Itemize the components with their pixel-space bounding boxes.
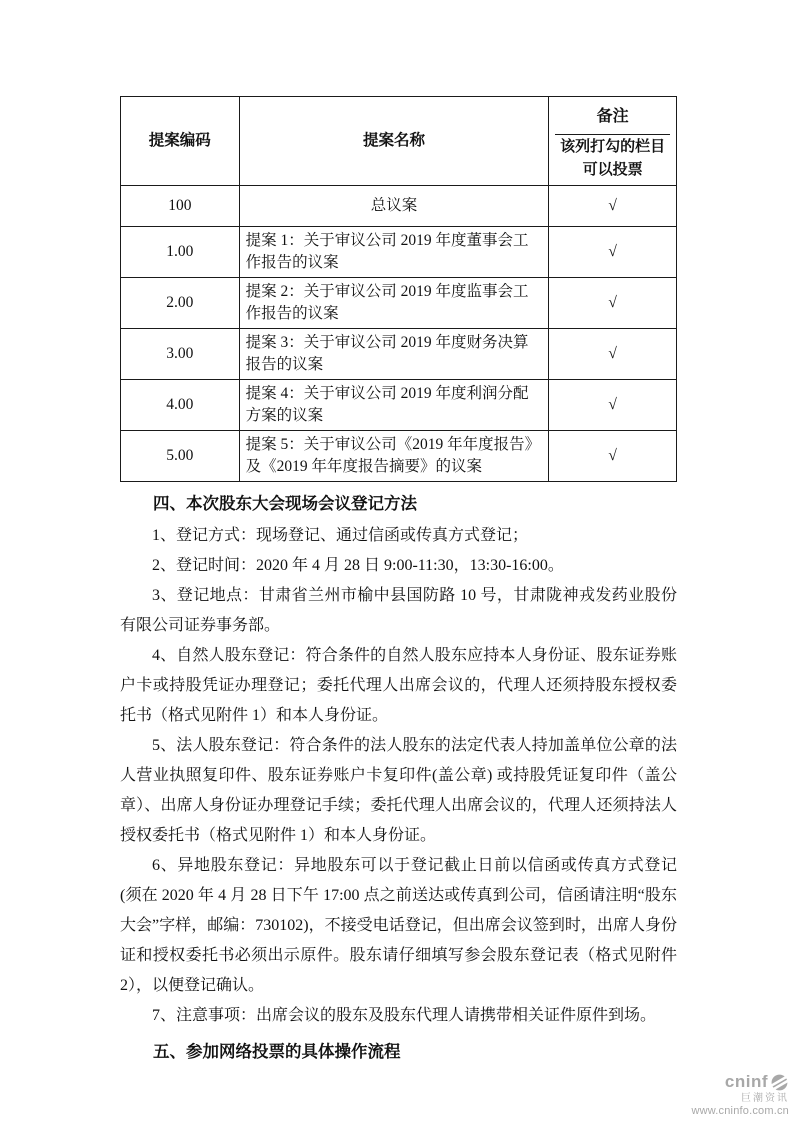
proposal-table [120, 96, 677, 482]
registration-section [120, 489, 677, 1067]
proposal-code: 1.00 [121, 227, 240, 278]
registration-item-2: 2、登记时间：2020 年 4 月 28 日 9:00-11:30，13:30-16:00。 [152, 557, 564, 574]
proposal-code: 5.00 [121, 431, 240, 482]
vote-checkmark: √ [549, 227, 677, 278]
table-row [121, 227, 677, 278]
vote-checkmark: √ [549, 329, 677, 380]
header-remark-note: 该列打勾的栏目可以投票 [560, 139, 666, 178]
vote-checkmark: √ [549, 431, 677, 482]
vote-checkmark: √ [549, 380, 677, 431]
proposal-code: 3.00 [121, 329, 240, 380]
cninfo-swirl-icon [770, 1073, 789, 1092]
table-row [121, 329, 677, 380]
registration-item-1: 1、登记方式：现场登记、通过信函或传真方式登记； [152, 527, 529, 544]
section-heading-online-voting: 五、参加网络投票的具体操作流程 [153, 1042, 401, 1061]
cninfo-name: 巨潮资讯 [741, 1092, 789, 1104]
proposal-name: 提案 2：关于审议公司 2019 年度监事会工作报告的议案 [239, 278, 549, 329]
vote-checkmark: √ [549, 186, 677, 227]
section-heading-registration: 四、本次股东大会现场会议登记方法 [153, 494, 417, 513]
proposal-name: 总议案 [239, 186, 549, 227]
cninfo-logo [691, 1073, 789, 1092]
registration-item-4: 4、自然人股东登记：符合条件的自然人股东应持本人身份证、股东证券账户卡或持股凭证办理登记；委托代理人出席会议的，代理人还须持股东授权委托书（格式见附件 1）和本人身份证。 [120, 647, 677, 724]
proposal-code: 100 [121, 186, 240, 227]
registration-item-6: 6、异地股东登记：异地股东可以于登记截止日前以信函或传真方式登记(须在 2020 年 4 月 28 日下午 17:00 点之前送达或传真到公司，信函请注明“股东大会”字样，邮编：730102)，不接受电话登记，但出席会议签到时，出席人身份证和授权委托书必须出示原件。股东请仔细填写参会股东登记表（格式见附件 2），以便登记确认。 [120, 857, 677, 994]
proposal-name: 提案 1：关于审议公司 2019 年度董事会工作报告的议案 [239, 227, 549, 278]
proposal-name: 提案 5：关于审议公司《2019 年年度报告》及《2019 年年度报告摘要》的议案 [239, 431, 549, 482]
proposal-name: 提案 3：关于审议公司 2019 年度财务决算报告的议案 [239, 329, 549, 380]
header-proposal-code: 提案编码 [121, 97, 240, 186]
table-row [121, 186, 677, 227]
table-row [121, 380, 677, 431]
cninfo-watermark [691, 1073, 789, 1117]
header-proposal-name: 提案名称 [239, 97, 549, 186]
cninfo-logo-text: cninf [724, 1072, 768, 1092]
table-header-row [121, 97, 677, 186]
registration-item-7: 7、注意事项：出席会议的股东及股东代理人请携带相关证件原件到场。 [152, 1007, 657, 1024]
vote-checkmark: √ [549, 278, 677, 329]
page-content [120, 96, 677, 1069]
cninfo-url: www.cninfo.com.cn [691, 1104, 789, 1117]
proposal-name: 提案 4：关于审议公司 2019 年度利润分配方案的议案 [239, 380, 549, 431]
registration-item-5: 5、法人股东登记：符合条件的法人股东的法定代表人持加盖单位公章的法人营业执照复印件、股东证券账户卡复印件(盖公章) 或持股凭证复印件（盖公章）、出席人身份证办理登记手续；委托代理人出席会议的，代理人还须持法人授权委托书（格式见附件 1）和本人身份证。 [120, 737, 677, 844]
proposal-code: 2.00 [121, 278, 240, 329]
header-remark-cell [549, 97, 677, 186]
registration-item-3: 3、登记地点：甘肃省兰州市榆中县国防路 10 号，甘肃陇神戎发药业股份有限公司证券事务部。 [120, 587, 677, 634]
proposal-code: 4.00 [121, 380, 240, 431]
table-row [121, 431, 677, 482]
header-remark: 备注 [555, 99, 670, 135]
table-row [121, 278, 677, 329]
